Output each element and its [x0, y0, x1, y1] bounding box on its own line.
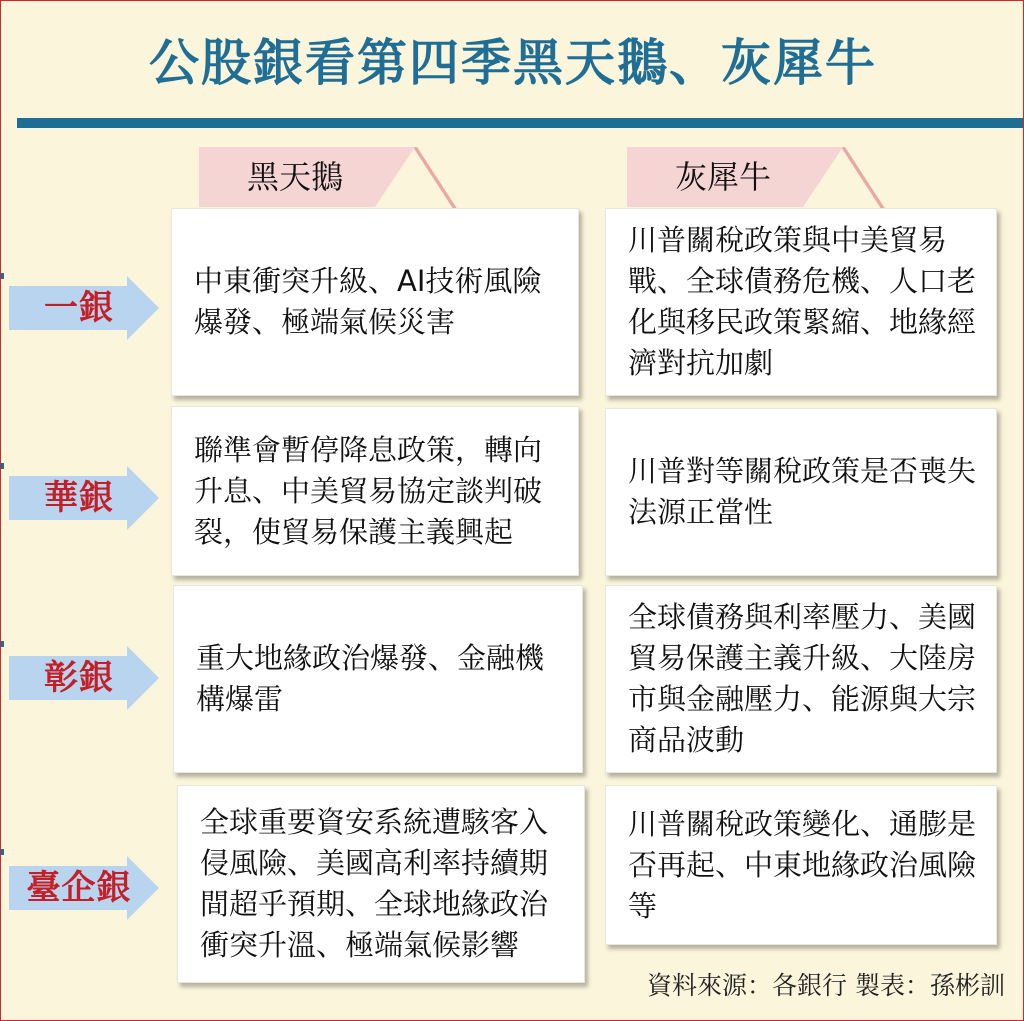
black-swan-card-row-2 [171, 406, 579, 576]
bank-name-label: 臺企銀 [26, 868, 132, 908]
black-swan-card-row-3 [173, 585, 583, 773]
column-header-gray-rhino [627, 147, 803, 207]
header-slash-decoration [413, 147, 459, 211]
gray-rhino-text: 川普關稅政策變化、通膨是否再起、中東地緣政治風險等 [628, 806, 977, 923]
black-swan-text: 中東衝突升級、AI技術風險爆發、極端氣候災害 [194, 264, 542, 339]
title-divider [17, 118, 1024, 128]
gray-rhino-text: 川普對等關稅政策是否喪失法源正當性 [628, 454, 977, 529]
black-swan-card-row-4 [177, 785, 585, 983]
bank-name-label: 華銀 [44, 478, 114, 518]
page-title: 公股銀看第四季黑天鵝、灰犀牛 [149, 34, 877, 92]
gray-rhino-text: 川普關稅政策與中美貿易戰、全球債務危機、人口老化與移民政策緊縮、地緣經濟對抗加劇 [628, 223, 977, 380]
gray-rhino-card-row-4 [605, 785, 997, 945]
bank-arrow-row-4 [9, 856, 161, 920]
bank-arrow-row-2 [9, 466, 161, 530]
gray-rhino-card-row-3 [605, 585, 997, 773]
source-credit: 資料來源：各銀行 製表：孫彬訓 [647, 971, 1005, 1000]
column-header-black-swan-label: 黑天鵝 [247, 158, 344, 196]
black-swan-text: 重大地緣政治爆發、金融機構爆雷 [196, 641, 545, 716]
bank-name-label: 彰銀 [44, 658, 114, 698]
bank-arrow-row-1 [9, 276, 161, 340]
row-tick [1, 849, 10, 855]
black-swan-card-row-1 [171, 208, 579, 396]
column-header-gray-rhino-label: 灰犀牛 [675, 158, 772, 196]
bank-name-label: 一銀 [44, 288, 114, 328]
black-swan-text: 聯準會暫停降息政策，轉向升息、中美貿易協定談判破裂，使貿易保護主義興起 [194, 432, 543, 549]
header-slash-decoration [841, 147, 887, 211]
gray-rhino-card-row-2 [605, 408, 997, 576]
black-swan-text: 全球重要資安系統遭駭客入侵風險、美國高利率持續期間超乎預期、全球地緣政治衝突升溫、極端氣候影響 [200, 805, 549, 962]
gray-rhino-card-row-1 [605, 208, 997, 396]
column-header-black-swan [199, 147, 375, 207]
bank-arrow-row-3 [9, 646, 161, 710]
gray-rhino-text: 全球債務與利率壓力、美國貿易保護主義升級、大陸房市與金融壓力、能源與大宗商品波動 [628, 600, 977, 757]
